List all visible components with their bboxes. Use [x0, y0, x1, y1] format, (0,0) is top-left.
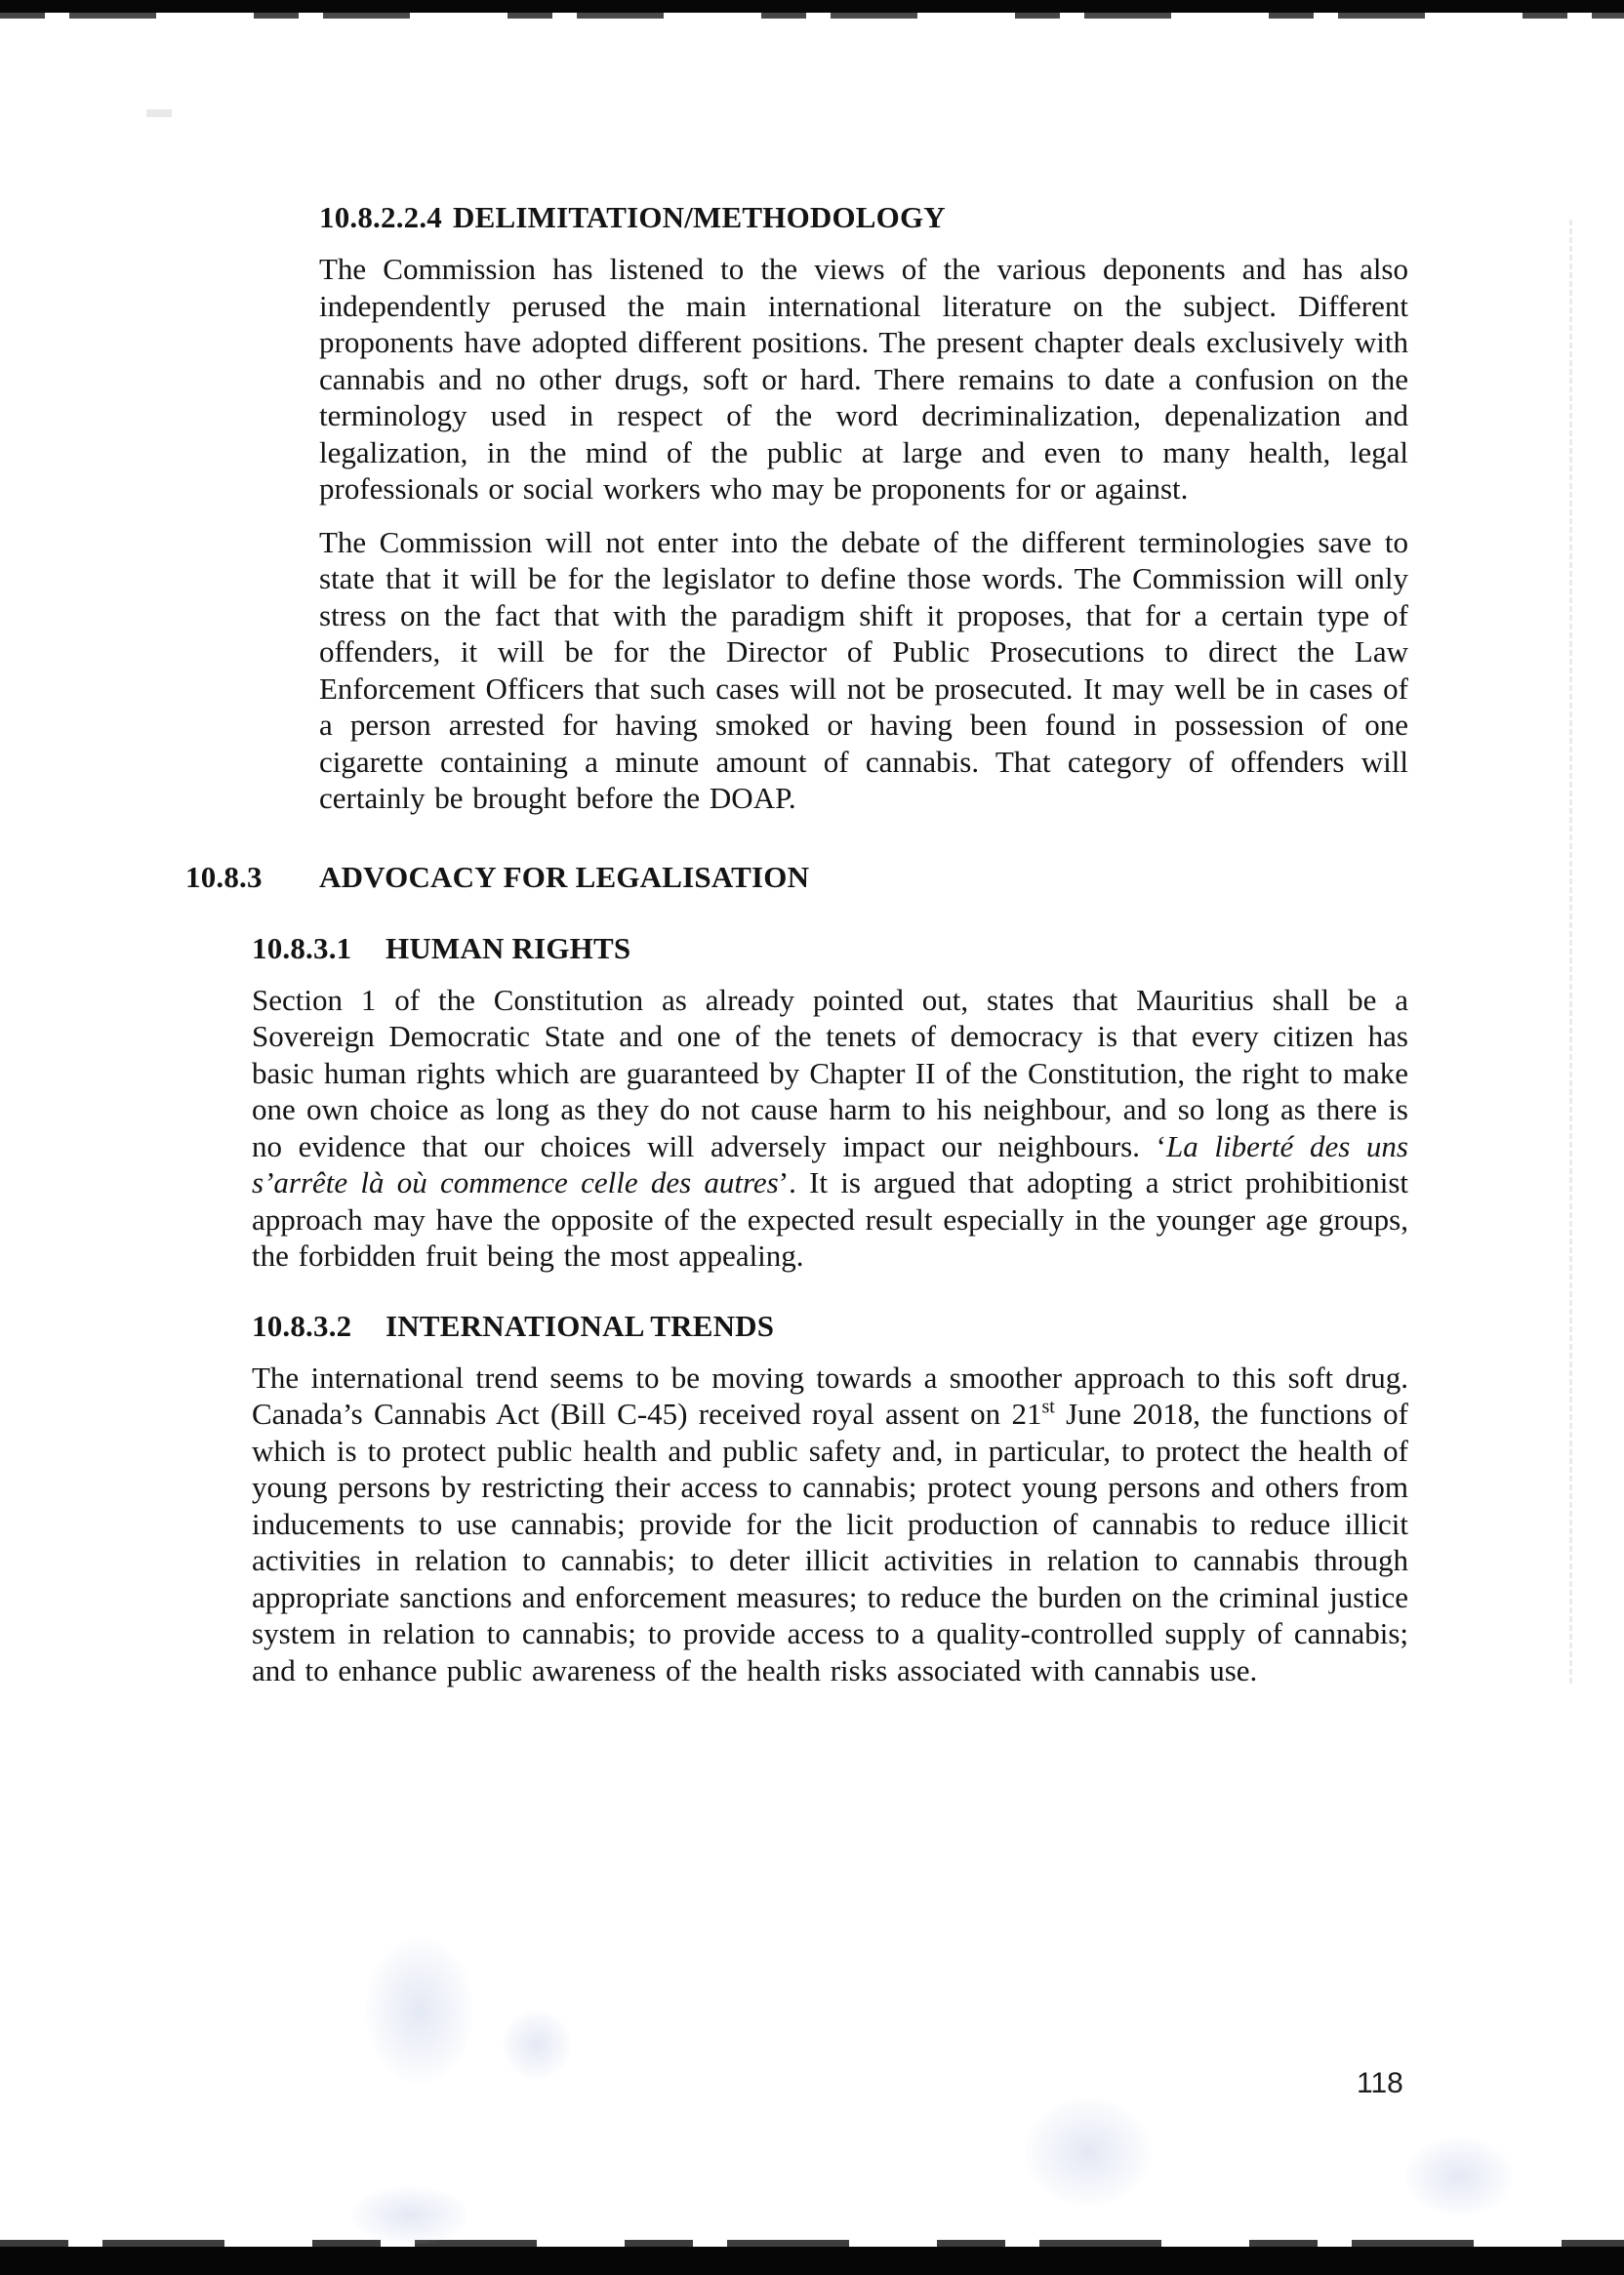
french-quote-italic: La liberté des uns s’arrête là où commence celle des autres [252, 1128, 1408, 1199]
heading-advocacy [185, 858, 1624, 897]
ordinal-superscript: st [1041, 1396, 1055, 1418]
paragraph-commission-debate: The Commission will not enter into the debate of the different terminologies save to state that it will be for the legislator to define those words. The Commission will only stress on the fact that with the paradigm shift it proposes, that for a certain type of offenders, it will be for the Director of Public Prosecutions to direct the Law Enforcement Officers that such cases will not be prosecuted. It may well be in cases of a person arrested for having smoked or having been found in possession of one cigarette containing a minute amount of cannabis. That category of offenders will certainly be brought before the DOAP. [319, 524, 1408, 815]
document-page [0, 198, 1624, 1705]
paragraph-human-rights [252, 982, 1408, 1275]
scan-smudge-artifact [503, 2011, 571, 2079]
paragraph-human-rights-text: Section 1 of the Constitution as already pointed out, states that Mauritius shall be a Sovereign Democratic State and one of the tenets of democracy is that every citizen has basic human rights which are guaranteed by Chapter II of the Constitution, the right to make one own choice as long as they do not cause harm to his neighbour, and so long as there is no evidence that our choices will adversely impact our neighbours. ‘ [252, 982, 1408, 1163]
heading-advocacy-title: ADVOCACY FOR LEGALISATION [319, 859, 810, 894]
heading-delimitation-title: DELIMITATION/METHODOLOGY [453, 200, 946, 234]
heading-international-trends-title: INTERNATIONAL TRENDS [386, 1308, 775, 1343]
paragraph-international-trends [252, 1360, 1408, 1689]
heading-human-rights-title: HUMAN RIGHTS [386, 930, 631, 965]
paragraph-international-trends-text: The international trend seems to be moving towards a smoother approach to this soft drug. Canada’s Cannabis Act (Bill C-45) received royal assent on 21 [252, 1360, 1408, 1431]
paragraph-commission-listened: The Commission has listened to the views of the various deponents and has also independently perused the main international literature on the subject. Different proponents have adopted different positions. The present chapter deals exclusively with cannabis and no other drugs, soft or hard. There remains to date a confusion on the terminology used in respect of the word decriminalization, depenalization and legalization, in the mind of the public at large and even to many health, legal professionals or social workers who may be proponents for or against. [319, 252, 1408, 506]
page-number: 118 [1357, 2067, 1403, 2099]
heading-delimitation-number: 10.8.2.2.4 [319, 200, 442, 234]
heading-human-rights-number: 10.8.3.1 [252, 930, 352, 965]
scan-smudge-artifact [1025, 2098, 1152, 2206]
paragraph-international-trends-text-cont: June 2018, the functions of which is to protect public health and public safety and, in particular, to protect the health of young persons by restricting their access to cannabis; protect young persons and others from inducements to use cannabis; provide for the licit production of cannabis to reduce illicit activities in relation to cannabis; to deter illicit activities in relation to cannabis through appropriate sanctions and enforcement measures; to reduce the burden on the criminal justice system in relation to cannabis; to provide access to a quality-controlled supply of cannabis; and to enhance public awareness of the health risks associated with cannabis use. [252, 1397, 1408, 1687]
scan-smudge-artifact [1405, 2137, 1513, 2215]
scan-smudge-artifact [366, 1937, 473, 2084]
heading-international-trends-number: 10.8.3.2 [252, 1308, 352, 1343]
paragraph-human-rights-text-cont: ’. It is argued that adopting a strict prohibitionist approach may have the opposite of the expected result especially in the younger age groups, the forbidden fruit being the most appealing. [252, 1165, 1408, 1273]
heading-advocacy-number: 10.8.3 [185, 859, 263, 894]
heading-delimitation [319, 198, 1624, 237]
heading-human-rights [252, 929, 1624, 968]
scan-top-black-bar [0, 0, 1624, 13]
scan-bottom-black-bar [0, 2247, 1624, 2275]
heading-international-trends [252, 1307, 1624, 1346]
scan-dash-artifact [146, 109, 172, 117]
scan-smudge-artifact [351, 2186, 468, 2245]
